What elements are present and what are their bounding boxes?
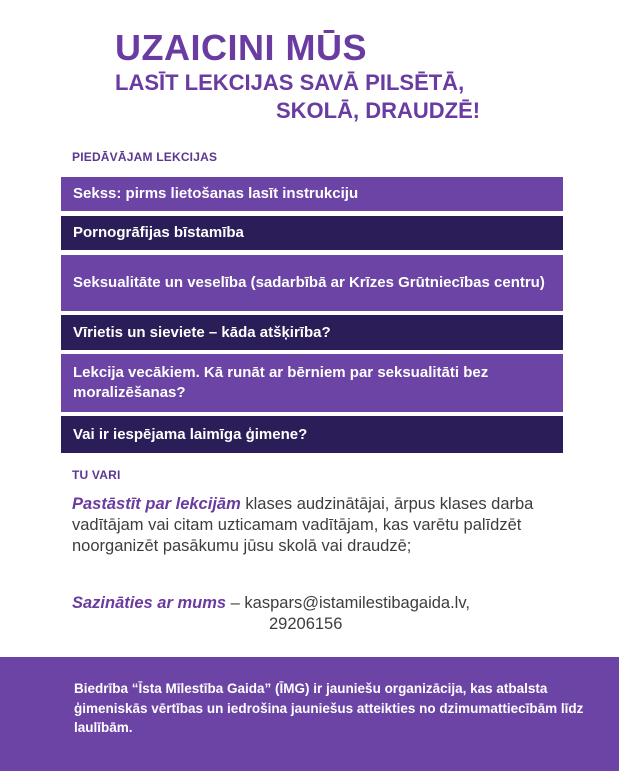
lecture-item: Sekss: pirms lietošanas lasīt instrukciju xyxy=(61,177,563,211)
subtitle-line-1: LASĪT LEKCIJAS SAVĀ PILSĒTĀ, xyxy=(115,70,465,95)
tell-about-lectures-emphasis: Pastāstīt par lekcijām xyxy=(72,495,241,513)
footer-text: Biedrība “Īsta Mīlestība Gaida” (ĪMG) ir jauniešu organizācija, kas atbalsta ģimeniskās vērtības un iedrošina jauniešus atteikties no dzimumattiecībām līdz laulībām. xyxy=(74,681,584,735)
lecture-item: Pornogrāfijas bīstamība xyxy=(61,216,563,250)
footer-banner xyxy=(0,657,619,771)
contact-emphasis: Sazināties ar mums xyxy=(72,594,227,612)
page-title: UZAICINI MŪS xyxy=(115,27,367,68)
tell-about-lectures-paragraph xyxy=(72,494,572,557)
contact-paragraph xyxy=(72,593,572,635)
contact-phone[interactable]: 29206156 xyxy=(269,615,343,633)
contact-email[interactable]: – kaspars@istamilestibagaida.lv, xyxy=(226,594,470,612)
you-can-heading: TU VARI xyxy=(72,468,121,482)
subtitle-line-2: SKOLĀ, DRAUDZĒ! xyxy=(276,98,481,123)
lectures-heading: PIEDĀVĀJAM LEKCIJAS xyxy=(72,150,218,164)
lecture-item: Lekcija vecākiem. Kā runāt ar bērniem par seksualitāti bez moralizēšanas? xyxy=(61,354,563,412)
lecture-item: Seksualitāte un veselība (sadarbībā ar Krīzes Grūtniecības centru) xyxy=(61,255,563,311)
tell-about-lectures-text: klases audzinātājai, ārpus klases darba vadītājam vai citam uzticamam vadītājam, kas varētu palīdzēt noorganizēt pasākumu jūsu skolā vai draudzē; xyxy=(72,495,534,555)
lecture-item: Vīrietis un sieviete – kāda atšķirība? xyxy=(61,315,563,350)
lecture-item: Vai ir iespējama laimīga ģimene? xyxy=(61,416,563,453)
